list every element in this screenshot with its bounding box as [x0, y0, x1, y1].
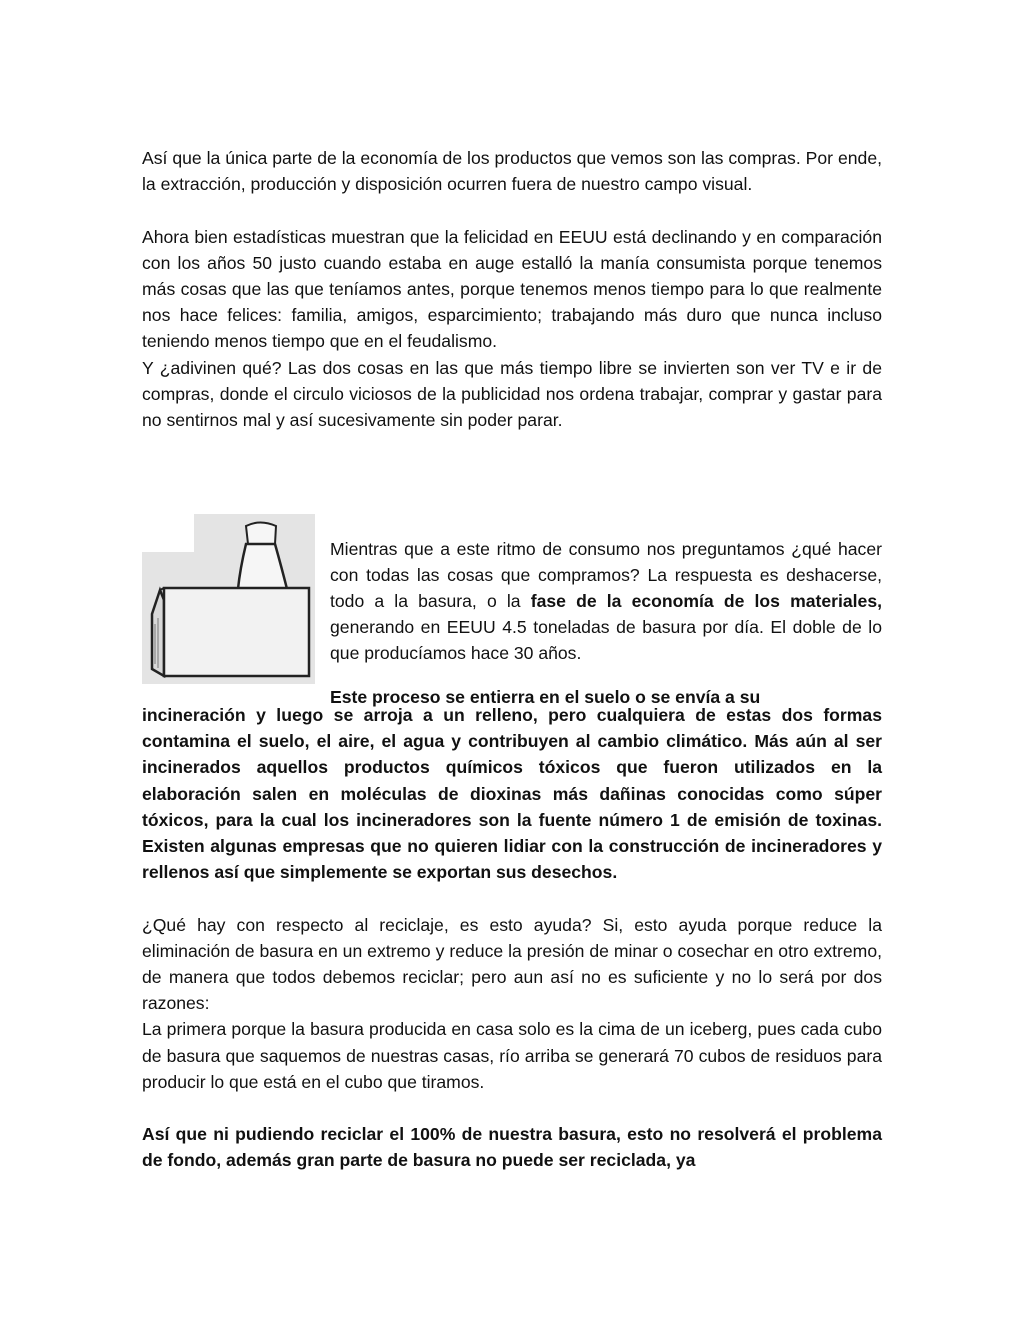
- text-block-bottom: [142, 702, 882, 1174]
- paragraph-8: Así que ni pudiendo reciclar el 100% de nuestra basura, esto no resolverá el problema de fondo, además gran parte de basura no puede ser reciclada, ya: [142, 1124, 882, 1171]
- paragraph-7: La primera porque la basura producida en casa solo es la cima de un iceberg, pues cada cubo de basura que saquemos de nuestras casas, río arriba se generará 70 cubos de residuos para producir lo que está en el cubo que tiramos.: [142, 1019, 882, 1092]
- box-with-bottle-icon: [142, 514, 315, 684]
- paragraph-4-start: Mientras que a este ritmo de consumo nos preguntamos ¿qué hacer con todas las cosas que compramos? La respuesta es deshacerse, todo a la basura, o la: [330, 538, 882, 611]
- figure-box-bottle: [142, 514, 315, 684]
- paragraph-4-bold: fase de la economía de los materiales,: [530, 591, 883, 611]
- paragraph-2: Ahora bien estadísticas muestran que la felicidad en EEUU está declinando y en comparación con los años 50 justo cuando estaba en auge estalló la manía consumista porque tenemos más cosas que las que teníamos antes, porque tenemos menos tiempo para lo que realmente nos hace felices: familia, amigos, esparcimiento; trabajando más duro que nunca incluso teniendo menos tiempo que en el feudalismo.: [142, 226, 882, 352]
- paragraph-5-rest: incineración y luego se arroja a un relleno, pero cualquiera de estas dos formas contamina el suelo, el aire, el agua y contribuyen al cambio climático. Más aún al ser incinerados aquellos productos químicos tóxicos que fueron utilizados en la elaboración salen en moléculas de dioxinas más dañinas conocidas como súper tóxicos, para la cual los incineradores son la fuente número 1 de emisión de toxinas. Existen algunas empresas que no quieren lidiar con la construcción de incineradores y rellenos así que simplemente se exportan sus desechos.: [142, 705, 882, 883]
- paragraph-4-end: generando en EEUU 4.5 toneladas de basura por día. El doble de lo que producíamos hace 30 años.: [330, 617, 882, 664]
- paragraph-1: Así que la única parte de la economía de los productos que vemos son las compras. Por ende, la extracción, producción y disposición ocurren fuera de nuestro campo visual.: [142, 148, 882, 195]
- paragraph-4: [330, 536, 882, 667]
- paragraph-3: Y ¿adivinen qué? Las dos cosas en las que más tiempo libre se invierten son ver TV e ir de compras, donde el circulo viciosos de la publicidad nos ordena trabajar, comprar y gastar para no sentirnos mal y así sucesivamente sin poder parar.: [142, 357, 882, 431]
- text-beside-figure: [330, 518, 882, 728]
- paragraph-6: ¿Qué hay con respecto al reciclaje, es esto ayuda? Si, esto ayuda porque reduce la eliminación de basura en un extremo y reduce la presión de minar o cosechar en otro extremo, de manera que todos debemos reciclar; pero aun así no es suficiente y no lo será por dos razones:: [142, 914, 882, 1014]
- text-block-top: [142, 145, 882, 433]
- paragraph-5-first-line: Este proceso se entierra en el suelo o se envía a su: [330, 687, 761, 708]
